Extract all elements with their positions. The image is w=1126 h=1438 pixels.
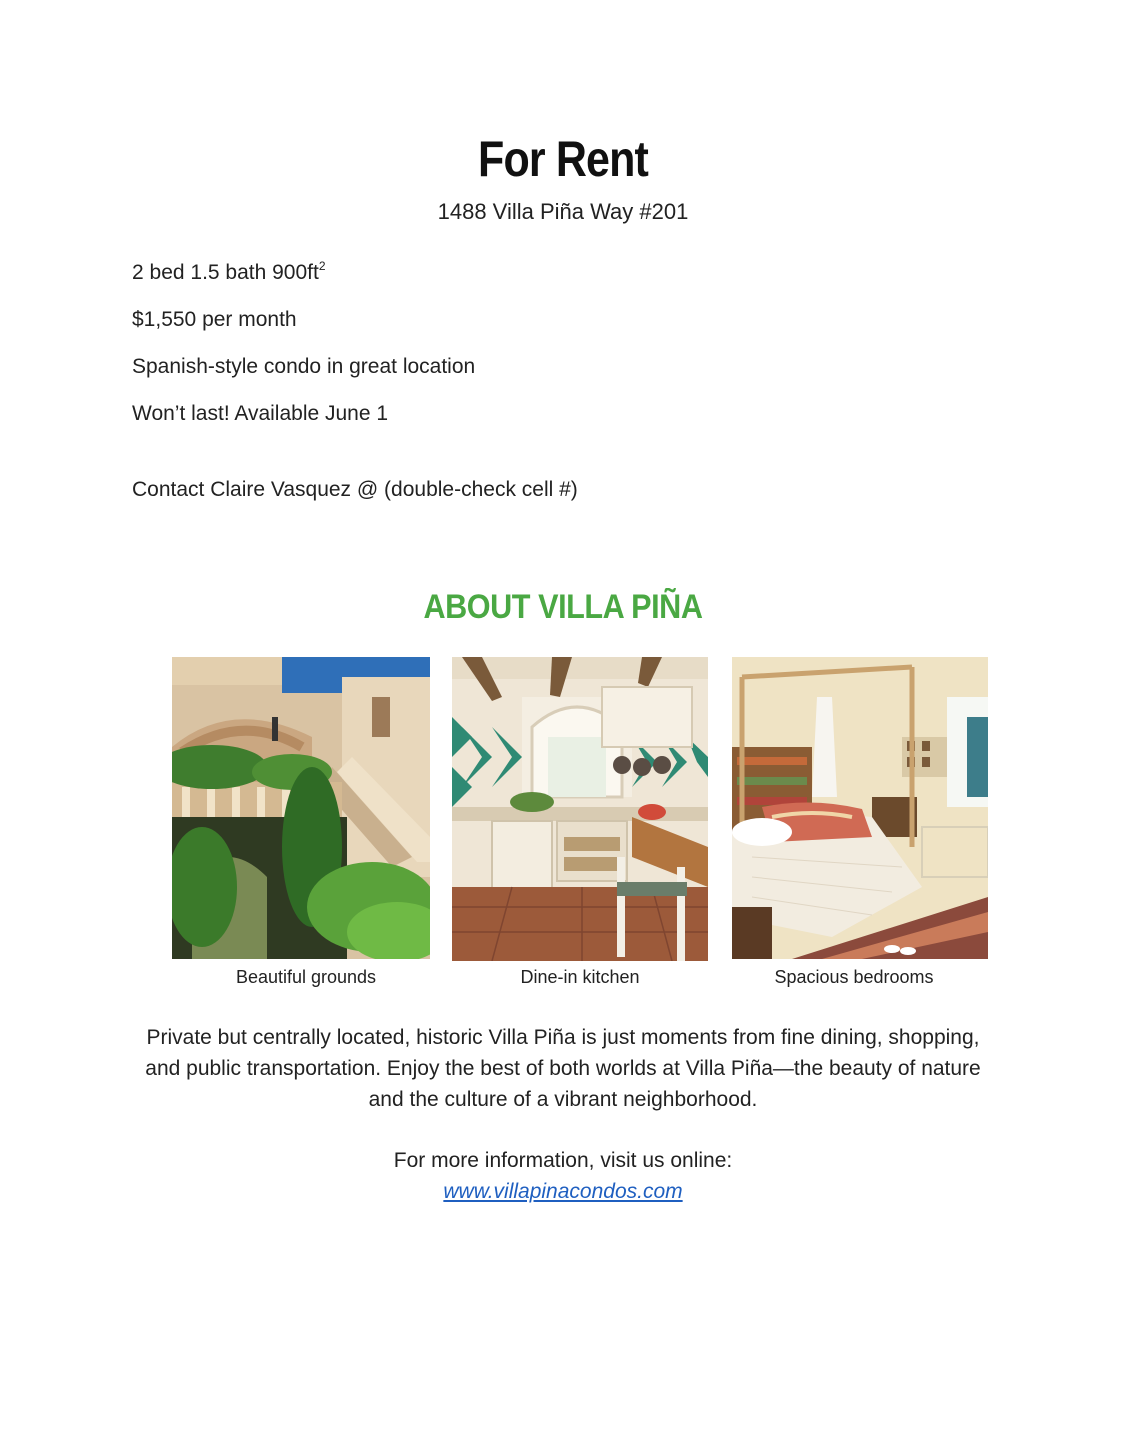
grounds-photo — [172, 657, 430, 959]
photo-gallery — [0, 657, 1126, 997]
grounds-caption: Beautiful grounds — [235, 967, 377, 987]
bedroom-image-icon — [732, 657, 988, 959]
size-text: 2 bed 1.5 bath 900ft — [132, 261, 319, 284]
kitchen-photo — [452, 657, 708, 961]
grounds-image-icon — [172, 657, 430, 959]
kitchen-caption: Dine-in kitchen — [520, 967, 640, 987]
page-title: For Rent — [478, 131, 648, 187]
contact-line: Contact Claire Vasquez @ (double-check cell #) — [132, 478, 578, 501]
about-heading: ABOUT VILLA PIÑA — [423, 588, 703, 626]
bedroom-caption: Spacious bedrooms — [774, 967, 934, 987]
size-line — [132, 258, 475, 305]
bedroom-photo — [732, 657, 988, 959]
more-info — [0, 1145, 1126, 1207]
property-address: 1488 Villa Piña Way #201 — [437, 199, 689, 224]
kitchen-image-icon — [452, 657, 708, 961]
website-link[interactable]: www.villapinacondos.com — [443, 1180, 683, 1203]
about-description: Private but centrally located, historic Villa Piña is just moments from fine dining, shopping, and public transportation. Enjoy the best of both worlds at Villa Piña—the beauty of nature and the culture of a vibrant neighborhood. — [145, 1026, 981, 1111]
availability-line: Won’t last! Available June 1 — [132, 402, 389, 425]
price-line: $1,550 per month — [132, 308, 297, 331]
style-line: Spanish-style condo in great location — [132, 355, 476, 378]
more-info-text: For more information, visit us online: — [393, 1149, 733, 1172]
property-details — [132, 258, 475, 446]
size-superscript: 2 — [318, 259, 326, 273]
